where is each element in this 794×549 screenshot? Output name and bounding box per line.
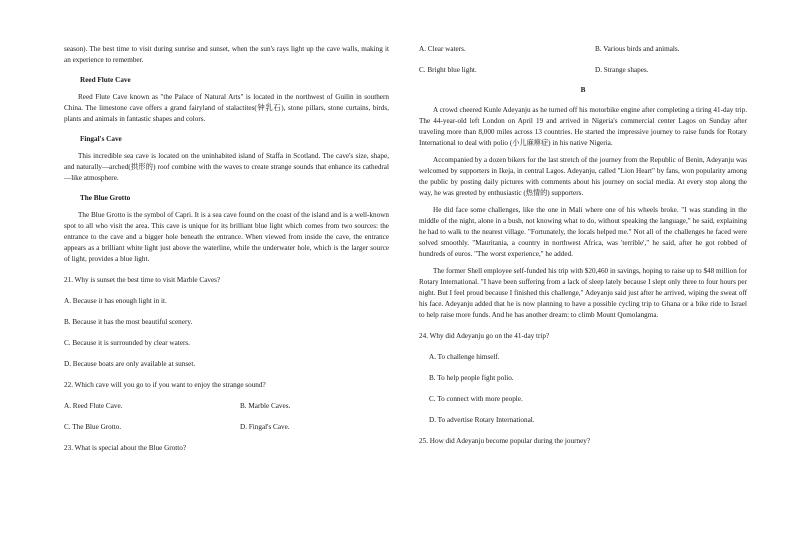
q22-option-d: D. Fingal's Cave. (240, 423, 290, 431)
question-25: 25. How did Adeyanju become popular during the journey? (419, 437, 591, 445)
q21-option-a: A. Because it has enough light in it. (64, 297, 167, 305)
passage-paragraph-3: He did face some challenges, like the one in Mali where one of his wheels broke. "I was standing in the middle of the night, alone in a bush, not knowing what to do, without speaking the language," he said, explaining he had to walk to the nearest village. "Fortunately, the locals helped me." Not all of the challenges he faced were solved smoothly. "Mauritania, a country in northwest Africa, was 'terrible'," he said, after he got robbed of hundreds of euros. "The worst experience," he added. (419, 206, 747, 258)
left-column (64, 44, 389, 454)
section-heading-fingals: Fingal's Cave (80, 135, 122, 143)
passage-paragraph-1: A crowd cheered Kunle Adeyanju as he turned off his motorbike engine after completing a tiring 41-day trip. The 44-year-old left London on April 19 and arrived in Nigeria's commercial center Lagos on Sunday after traveling more than 8,000 miles across 13 countries. He started the impressive journey to raise funds for Rotary International to deal with polio (小儿麻痹症) in his native Nigeria. (419, 106, 747, 147)
question-23: 23. What is special about the Blue Grotto? (64, 444, 187, 452)
passage-paragraph-4: The former Shell employee self-funded his trip with $20,460 in savings, hoping to raise up to $48 million for Rotary International. "I have been suffering from a lack of sleep lately because I slept only three to four hours per night. But I feel proud because I finished this challenge," Adeyanju said just after he arrived, wiping the sweat off his face. Adeyanju added that he is now planning to have a possible cycling trip to Ghana or a bike ride to Israel to help raise more funds. And he has another dream: to climb Mount Qomolangma. (419, 267, 747, 319)
q22-options-row-1 (64, 401, 389, 412)
q23-option-d: D. Strange shapes. (595, 66, 649, 74)
q24-option-a: A. To challenge himself. (429, 353, 500, 361)
section-heading-blue-grotto: The Blue Grotto (80, 194, 131, 202)
q23-option-b: B. Various birds and animals. (595, 45, 680, 53)
q24-option-d: D. To advertise Rotary International. (429, 416, 535, 424)
intro-paragraph: season). The best time to visit during sunrise and sunset, when the sun's rays light up the cave walls, making it an experience to remember. (64, 45, 389, 64)
q21-option-d: D. Because boats are only available at sunset. (64, 360, 196, 368)
question-22: 22. Which cave will you go to if you want to enjoy the strange sound? (64, 381, 266, 389)
q22-options-row-2 (64, 422, 389, 433)
section-body-reed-flute: Reed Flute Cave known as "the Palace of Natural Arts" is located in the northwest of Guilin in southern China. The limestone cave offers a grand fairyland of stalactites(钟乳石), stone pillars, stone curtains, birds, plants and animals in fantastic shapes and colors. (64, 93, 389, 123)
q23-options-row-2 (419, 65, 747, 76)
q24-option-b: B. To help people fight polio. (429, 374, 514, 382)
q21-option-c: C. Because it is surrounded by clear waters. (64, 339, 190, 347)
question-21: 21. Why is sunset the best time to visit Marble Caves? (64, 276, 221, 284)
q23-options-row-1 (419, 44, 747, 55)
section-heading-reed-flute: Reed Flute Cave (80, 76, 131, 84)
question-24: 24. Why did Adeyanju go on the 41-day trip? (419, 332, 550, 340)
q21-option-b: B. Because it has the most beautiful scenery. (64, 318, 193, 326)
q23-option-a: A. Clear waters. (419, 45, 466, 53)
q22-option-b: B. Marble Caves. (240, 402, 291, 410)
q24-option-c: C. To connect with more people. (429, 395, 523, 403)
q23-option-c: C. Bright blue light. (419, 66, 477, 74)
q22-option-c: C. The Blue Grotto. (64, 423, 122, 431)
right-column (419, 44, 747, 447)
passage-paragraph-2: Accompanied by a dozen bikers for the last stretch of the journey from the Republic of Benin, Adeyanju was welcomed by supporters in Ikeja, in central Lagos. Adeyanju, called "Lion Heart" by fans, won popularity among the public by posting daily pictures with comments about his journey on social media. At every stop along the way, he was greeted by enthusiastic (热情的) supporters. (419, 156, 747, 197)
passage-label: B (580, 86, 586, 94)
section-body-fingals: This incredible sea cave is located on the uninhabited island of Staffa in Scotland. The cave's size, shape, and naturally—arched(拱形的) roof combine with the waves to create strange sounds that enhance its cathedral—like atmosphere. (64, 152, 389, 182)
q22-option-a: A. Reed Flute Cave. (64, 402, 123, 410)
section-body-blue-grotto: The Blue Grotto is the symbol of Capri. It is a sea cave found on the coast of the island and is a well-known spot to all who visit the area. This cave is unique for its brilliant blue light which comes from two sources: the entrance to the cave and a bigger hole beneath the entrance. When viewed from inside the cave, the entrance appears as a brilliant white light just above the waterline, while the underwater hole, which is the larger source of light, provides a blue light. (64, 211, 389, 263)
